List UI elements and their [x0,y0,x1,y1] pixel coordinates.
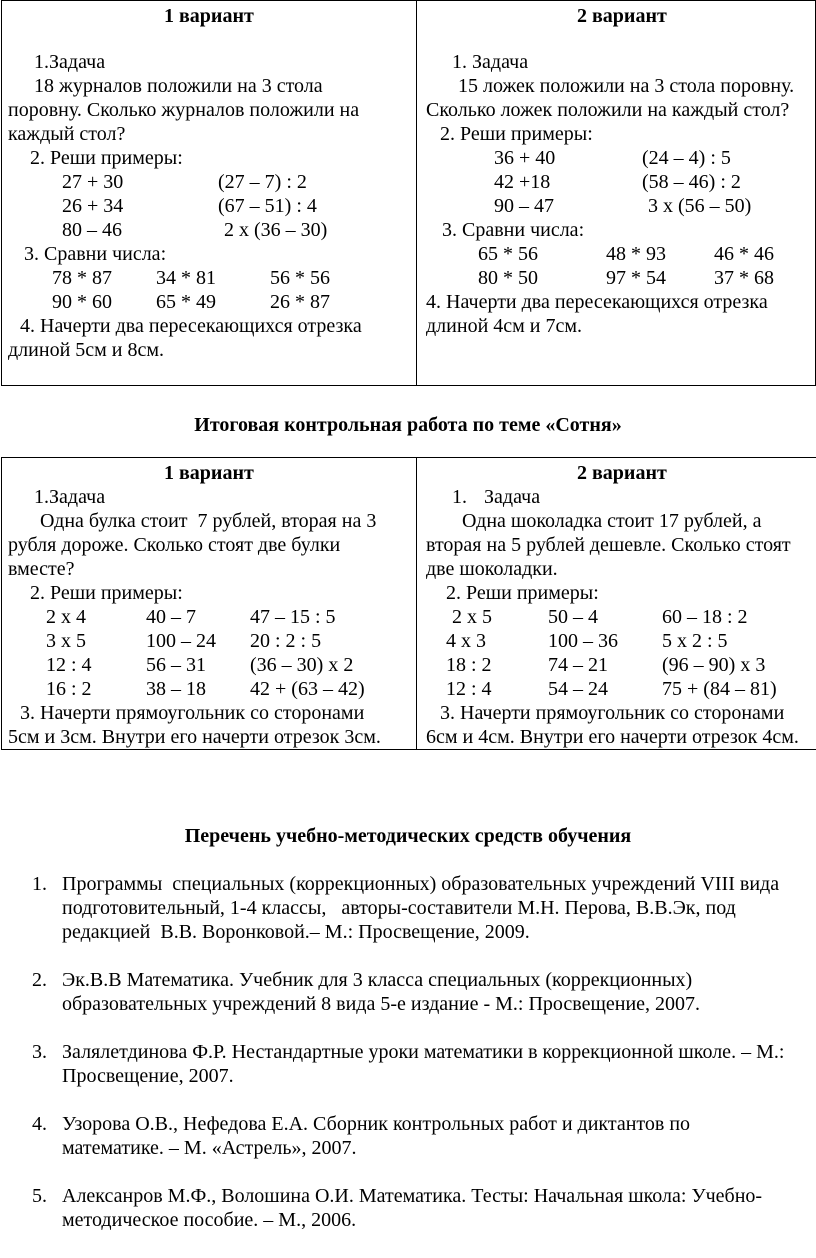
table-2-v1-header: 1 вариант [164,462,254,484]
table-2-v2-example: 74 – 21 [548,654,608,676]
table-2-v2-example: 100 – 36 [548,630,618,652]
table-1-v2-task4-line: 4. Начерти два пересекающихся отрезка [426,291,768,313]
table-1-v2-example: 42 +18 [494,171,551,193]
table-2-v2-example: 60 – 18 : 2 [662,606,748,628]
reference-line: Залялетдинова Ф.Р. Нестандартные уроки математики в коррекционной школе. – М.: [62,1041,785,1063]
table-2-left-border [1,457,2,750]
table-2-v2-task-line: вторая на 5 рублей дешевле. Сколько стоят [426,534,791,556]
table-1-v1-example: 27 + 30 [62,171,124,193]
table-2-v1-task3-line: 3. Начерти прямоугольник со сторонами [20,702,365,724]
table-1-v1-example: 26 + 34 [62,195,124,217]
table-1-v2-compare: 48 * 93 [606,243,666,265]
table-2-v2-example: 75 + (84 – 81) [662,678,777,700]
table-1-v1-task4-line: 4. Начерти два пересекающихся отрезка [20,315,362,337]
table-2-v1-task-line: Одна булка стоит 7 рублей, вторая на 3 [40,510,377,532]
reference-line: Программы специальных (коррекционных) образовательных учреждений VIII вида [62,873,780,895]
table-1-v2-task-line: 15 ложек положили на 3 стола поровну. [458,75,795,97]
table-1-v2-example: (24 – 4) : 5 [642,147,731,169]
table-1-v2-task-line: Сколько ложек положили на каждый стол? [426,99,790,121]
table-2-v2-example: 5 х 2 : 5 [662,630,728,652]
table-1-v1-example: 80 – 46 [62,219,122,241]
table-1-v1-compare: 78 * 87 [52,267,112,289]
table-1-v2-compare: 46 * 46 [714,243,774,265]
table-1-v2-header: 2 вариант [577,5,667,27]
table-2-v1-example: 38 – 18 [146,678,206,700]
table-1-v2-task-label: 1. Задача [452,51,529,73]
table-2-v1-example: 47 – 15 : 5 [250,606,336,628]
table-2-v1-example: 12 : 4 [46,654,92,676]
table-1-v1-compare: 26 * 87 [270,291,330,313]
table-2-v2-example: 18 : 2 [446,654,492,676]
table-1-v1-compare: 90 * 60 [52,291,112,313]
reference-line: Просвещение, 2007. [62,1065,234,1087]
table-1-v2-compare: 65 * 56 [478,243,538,265]
reference-number: 3. [32,1041,47,1063]
table-1-v2-task4-line: длиной 4см и 7см. [426,315,583,337]
table-2-divider [416,457,417,750]
table-1-v1-compare: 56 * 56 [270,267,330,289]
table-1-v1-compare: 34 * 81 [156,267,216,289]
reference-number: 1. [32,873,47,895]
table-1-v1-example: (27 – 7) : 2 [218,171,307,193]
table-2-v1-example: 2 х 4 [46,606,86,628]
reference-line: подготовительный, 1-4 классы, авторы-составители М.Н. Перова, В.В.Эк, под [62,897,736,919]
reference-line: редакцией В.В. Воронковой.– М.: Просвещение, 2009. [62,921,530,943]
section-title-sotnya: Итоговая контрольная работа по теме «Сотня» [194,414,622,436]
table-2-v1-example: 56 – 31 [146,654,206,676]
reference-line: Алексанров М.Ф., Волошина О.И. Математика. Тесты: Начальная школа: Учебно- [62,1185,763,1207]
table-1-v1-header: 1 вариант [164,5,254,27]
table-2-v1-example: 100 – 24 [146,630,216,652]
table-2-v1-example: (36 – 30) х 2 [250,654,354,676]
table-2-v2-example: 50 – 4 [548,606,598,628]
table-2-v2-example: (96 – 90) х 3 [662,654,766,676]
table-2-v2-examples-label: 2. Реши примеры: [446,582,599,604]
table-1-v2-compare: 97 * 54 [606,267,666,289]
table-1-v2-example: 36 + 40 [494,147,556,169]
table-1-v2-compare-label: 3. Сравни числа: [442,219,585,241]
table-2-bottom-border [1,749,816,750]
table-2-top-border [1,457,816,458]
table-2-v2-example: 12 : 4 [446,678,492,700]
table-1-v2-compare: 37 * 68 [714,267,774,289]
table-2-v1-task3-line: 5см и 3см. Внутри его начерти отрезок 3см. [8,726,381,748]
table-1-v2-compare: 80 * 50 [478,267,538,289]
table-2-v1-task-line: вместе? [8,558,75,580]
table-1-v1-task-line: 18 журналов положили на 3 стола [34,75,323,97]
table-2-v1-task-label: 1.Задача [34,486,106,508]
reference-number: 2. [32,969,47,991]
table-1-v1-compare: 65 * 49 [156,291,216,313]
reference-line: Узорова О.В., Нефедова Е.А. Сборник контрольных работ и диктантов по [62,1113,691,1135]
table-2-v2-header: 2 вариант [577,462,667,484]
table-1-v1-examples-label: 2. Реши примеры: [30,147,183,169]
table-1-v1-task-line: каждый стол? [8,123,126,145]
table-2-v1-task-line: рубля дороже. Сколько стоят две булки [8,534,341,556]
table-1-v1-example: (67 – 51) : 4 [218,195,317,217]
table-2-v2-task-line: Одна шоколадка стоит 17 рублей, а [462,510,762,532]
reference-line: образовательных учреждений 8 вида 5-е издание - М.: Просвещение, 2007. [62,993,701,1015]
table-1-v1-task-label: 1.Задача [34,51,106,73]
section-title-references: Перечень учебно-методических средств обучения [184,825,632,847]
table-2-v2-example: 54 – 24 [548,678,608,700]
table-1-divider [416,0,417,386]
table-1-v2-example: 90 – 47 [494,195,554,217]
table-1-v1-task-line: поровну. Сколько журналов положили на [8,99,360,121]
reference-line: математике. – М. «Астрель», 2007. [62,1137,357,1159]
table-1-v1-task4-line: длиной 5см и 8см. [8,339,165,361]
reference-line: Эк.В.В Математика. Учебник для 3 класса специальных (коррекционных) [62,969,693,991]
table-2-v1-examples-label: 2. Реши примеры: [30,582,183,604]
table-2-v2-task3-line: 6см и 4см. Внутри его начерти отрезок 4см. [426,726,799,748]
table-2-v2-task-line: две шоколадки. [426,558,558,580]
table-2-v1-example: 3 х 5 [46,630,86,652]
table-2-v1-example: 20 : 2 : 5 [250,630,322,652]
table-1-v1-example: 2 х (36 – 30) [224,219,328,241]
table-1-v2-example: 3 х (56 – 50) [648,195,752,217]
table-2-v2-example: 4 х 3 [446,630,486,652]
table-2-v2-task3-line: 3. Начерти прямоугольник со сторонами [440,702,785,724]
table-2-v2-example: 2 х 5 [452,606,492,628]
table-1-v2-example: (58 – 46) : 2 [642,171,741,193]
table-2-v1-example: 40 – 7 [146,606,196,628]
table-2-v1-example: 42 + (63 – 42) [250,678,365,700]
reference-number: 5. [32,1185,47,1207]
table-2-v2-task-number: 1. [452,486,467,508]
table-2-v1-example: 16 : 2 [46,678,92,700]
table-2-v2-task-label: Задача [484,486,541,508]
table-1-v2-examples-label: 2. Реши примеры: [440,123,593,145]
reference-number: 4. [32,1113,47,1135]
reference-line: методическое пособие. – М., 2006. [62,1209,357,1231]
table-1-v1-compare-label: 3. Сравни числа: [24,243,167,265]
